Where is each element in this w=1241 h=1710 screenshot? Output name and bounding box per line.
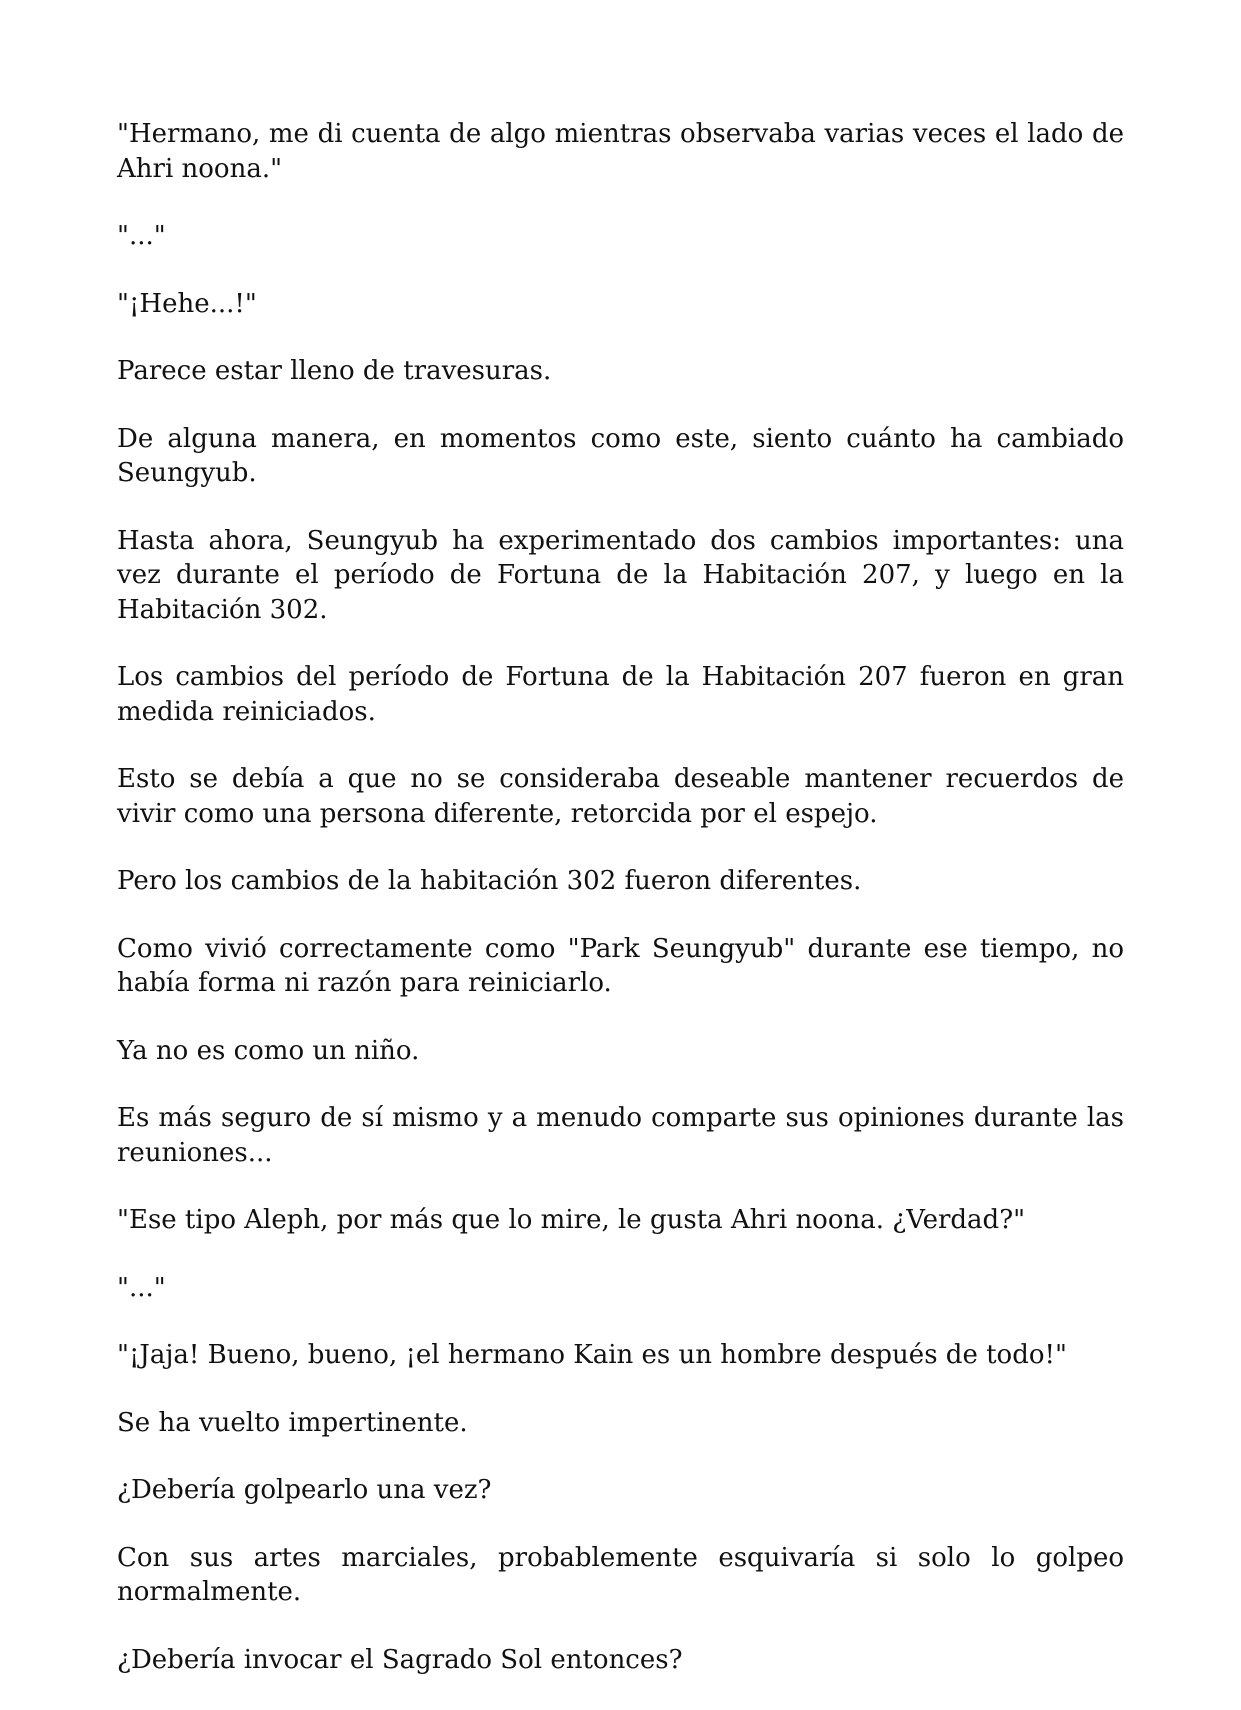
paragraph: Hasta ahora, Seungyub ha experimentado dos cambios importantes: una vez durante el período de Fortuna de la Habitación 207, y luego en la Habitación 302. — [117, 525, 1124, 625]
paragraph: Como vivió correctamente como "Park Seungyub" durante ese tiempo, no había forma ni razón para reiniciarlo. — [117, 933, 1124, 998]
paragraph: Los cambios del período de Fortuna de la Habitación 207 fueron en gran medida reiniciados. — [117, 662, 1124, 727]
paragraph: "..." — [117, 221, 166, 251]
paragraph: Pero los cambios de la habitación 302 fueron diferentes. — [117, 866, 862, 896]
paragraph: Es más seguro de sí mismo y a menudo comparte sus opiniones durante las reuniones... — [117, 1103, 1124, 1168]
paragraph: "¡Hehe...!" — [117, 288, 257, 319]
paragraph: Parece estar lleno de travesuras. — [117, 356, 552, 386]
paragraph: ¿Debería golpearlo una vez? — [117, 1475, 492, 1505]
paragraph: "Hermano, me di cuenta de algo mientras observaba varias veces el lado de Ahri noona." — [117, 119, 1124, 184]
paragraph: Con sus artes marciales, probablemente esquivaría si solo lo golpeo normalmente. — [117, 1542, 1124, 1607]
paragraph: Ya no es como un niño. — [117, 1035, 420, 1066]
paragraph: Esto se debía a que no se consideraba deseable mantener recuerdos de vivir como una persona diferente, retorcida por el espejo. — [117, 764, 1124, 829]
paragraph: "Ese tipo Aleph, por más que lo mire, le gusta Ahri noona. ¿Verdad?" — [117, 1205, 1026, 1235]
paragraph: "..." — [117, 1272, 166, 1303]
paragraph: Se ha vuelto impertinente. — [117, 1407, 468, 1438]
paragraph: ¿Debería invocar el Sagrado Sol entonces? — [117, 1644, 683, 1675]
paragraph: De alguna manera, en momentos como este, siento cuánto ha cambiado Seungyub. — [117, 423, 1124, 488]
document-body — [117, 117, 1124, 1710]
paragraph: "¡Jaja! Bueno, bueno, ¡el hermano Kain es un hombre después de todo!" — [117, 1340, 1067, 1370]
